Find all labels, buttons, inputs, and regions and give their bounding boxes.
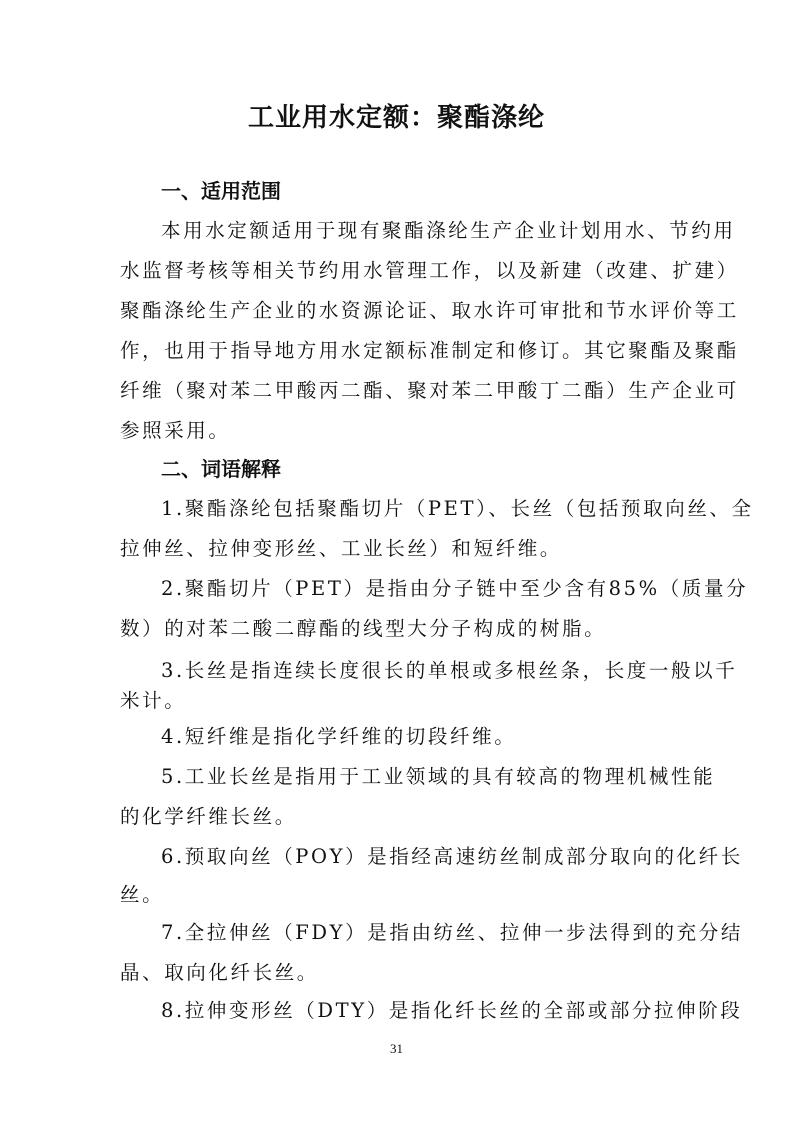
term-item-2-line: 2.聚酯切片（PET）是指由分子链中至少含有85%（质量分 — [161, 577, 749, 600]
scope-paragraph-line: 本用水定额适用于现有聚酯涤纶生产企业计划用水、节约用 — [161, 219, 736, 242]
term-item-2-line: 数）的对苯二酸二醇酯的线型大分子构成的树脂。 — [120, 617, 607, 640]
term-item-8-line: 8.拉伸变形丝（DTY）是指化纤长丝的全部或部分拉伸阶段 — [161, 999, 743, 1022]
scope-paragraph-line: 作，也用于指导地方用水定额标准制定和修订。其它聚酯及聚酯 — [120, 339, 739, 362]
scope-paragraph-line: 水监督考核等相关节约用水管理工作，以及新建（改建、扩建） — [120, 259, 739, 282]
term-item-7-line: 7.全拉伸丝（FDY）是指由纺丝、拉伸一步法得到的充分结 — [161, 921, 743, 944]
term-item-4-line: 4.短纤维是指化学纤维的切段纤维。 — [161, 725, 517, 748]
term-item-5-line: 的化学纤维长丝。 — [120, 805, 297, 828]
scope-paragraph-line: 纤维（聚对苯二甲酸丙二酯、聚对苯二甲酸丁二酯）生产企业可 — [120, 379, 739, 402]
scope-paragraph-line: 参照采用。 — [120, 419, 231, 442]
document-title: 工业用水定额：聚酯涤纶 — [247, 103, 545, 133]
term-item-1-line: 拉伸丝、拉伸变形丝、工业长丝）和短纤维。 — [120, 537, 563, 560]
scope-paragraph-line: 聚酯涤纶生产企业的水资源论证、取水许可审批和节水评价等工 — [120, 299, 739, 322]
term-item-3-line: 米计。 — [120, 689, 187, 712]
term-item-5-line: 5.工业长丝是指用于工业领域的具有较高的物理机械性能 — [161, 765, 716, 788]
term-item-6-line: 6.预取向丝（POY）是指经高速纺丝制成部分取向的化纤长 — [161, 845, 743, 868]
term-item-1-line: 1.聚酯涤纶包括聚酯切片（PET）、长丝（包括预取向丝、全 — [161, 497, 754, 520]
term-item-6-line: 丝。 — [120, 883, 165, 906]
term-item-7-line: 晶、取向化纤长丝。 — [120, 961, 319, 984]
section-heading-terms: 二、词语解释 — [161, 457, 281, 481]
page-number: 31 — [390, 1041, 403, 1056]
section-heading-scope: 一、适用范围 — [161, 179, 281, 203]
term-item-3-line: 3.长丝是指连续长度很长的单根或多根丝条，长度一般以千 — [161, 659, 738, 682]
